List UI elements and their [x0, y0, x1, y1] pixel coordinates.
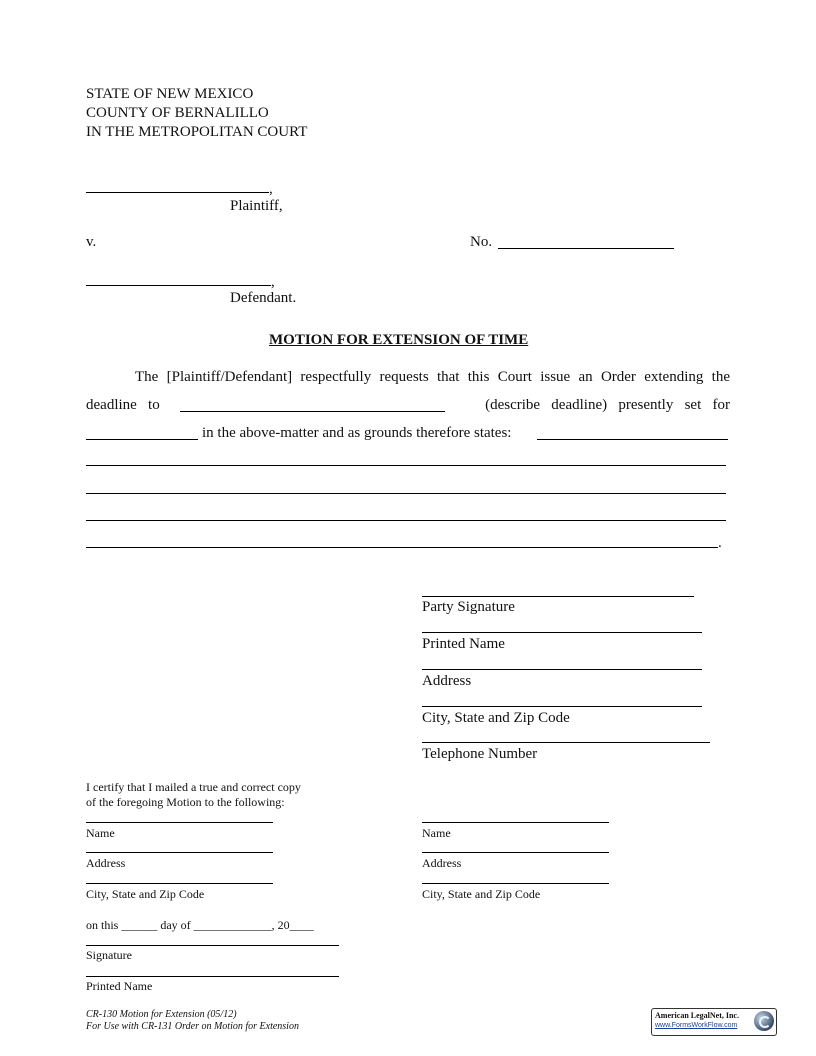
certificate-printed-name-label: Printed Name [86, 979, 153, 993]
recipient-2-city-label: City, State and Zip Code [422, 887, 541, 901]
recipient-1-city-field[interactable] [86, 883, 273, 884]
address-field[interactable] [422, 669, 702, 670]
court-name: IN THE METROPOLITAN COURT [86, 124, 308, 140]
defendant-comma: , [271, 274, 275, 290]
grounds-period: . [718, 535, 722, 551]
vendor-logo [651, 1008, 777, 1036]
above-matter-label: in the above-matter and as grounds therefore states: [202, 425, 512, 441]
recipient-1-name-field[interactable] [86, 822, 273, 823]
certificate-signature-label: Signature [86, 948, 132, 962]
recipient-1-name-label: Name [86, 826, 115, 840]
court-county: COUNTY OF BERNALILLO [86, 105, 269, 121]
recipient-2-city-field[interactable] [422, 883, 609, 884]
deadline-to-label: deadline to [86, 397, 160, 413]
address-label: Address [422, 673, 472, 689]
deadline-field[interactable] [180, 411, 445, 412]
case-number-label: No. [470, 234, 493, 250]
recipient-1-address-label: Address [86, 856, 126, 870]
certificate-line-1: I certify that I mailed a true and correct copy [86, 780, 301, 794]
printed-name-field[interactable] [422, 632, 702, 633]
certificate-signature-field[interactable] [86, 945, 339, 946]
telephone-label: Telephone Number [422, 746, 538, 762]
city-state-zip-label: City, State and Zip Code [422, 710, 570, 726]
versus-label: v. [86, 234, 97, 250]
mailing-date-line[interactable]: on this ______ day of _____________, 20____ [86, 918, 314, 932]
certificate-line-2: of the foregoing Motion to the following: [86, 795, 285, 809]
form-id: CR-130 Motion for Extension (05/12) [86, 1009, 237, 1020]
recipient-2-name-field[interactable] [422, 822, 609, 823]
motion-title: MOTION FOR EXTENSION OF TIME [269, 332, 529, 348]
grounds-line-4[interactable] [86, 520, 726, 521]
plaintiff-label: Plaintiff, [230, 198, 283, 214]
grounds-line-5[interactable] [86, 547, 718, 548]
telephone-field[interactable] [422, 742, 710, 743]
party-signature-field[interactable] [422, 596, 694, 597]
defendant-name-field[interactable] [86, 285, 271, 286]
case-number-field[interactable] [498, 248, 674, 249]
recipient-1-city-label: City, State and Zip Code [86, 887, 205, 901]
recipient-2-name-label: Name [422, 826, 451, 840]
body-line-1: The [Plaintiff/Defendant] respectfully requests that this Court issue an Order extending the [135, 369, 730, 385]
plaintiff-comma: , [269, 181, 273, 197]
vendor-url-link[interactable]: www.FormsWorkFlow.com [655, 1022, 738, 1029]
recipient-2-address-field[interactable] [422, 852, 609, 853]
grounds-line-1[interactable] [537, 439, 728, 440]
describe-deadline-label: (describe deadline) presently set for [485, 397, 730, 413]
grounds-line-2[interactable] [86, 465, 726, 466]
city-state-zip-field[interactable] [422, 706, 702, 707]
printed-name-label: Printed Name [422, 636, 505, 652]
court-state: STATE OF NEW MEXICO [86, 86, 254, 102]
certificate-printed-name-field[interactable] [86, 976, 339, 977]
recipient-1-address-field[interactable] [86, 852, 273, 853]
party-signature-label: Party Signature [422, 599, 515, 615]
grounds-line-3[interactable] [86, 493, 726, 494]
recipient-2-address-label: Address [422, 856, 462, 870]
plaintiff-name-field[interactable] [86, 192, 269, 193]
companion-form-note: For Use with CR-131 Order on Motion for Extension [86, 1021, 299, 1032]
globe-icon [754, 1011, 774, 1031]
set-for-field[interactable] [86, 439, 198, 440]
defendant-label: Defendant. [230, 290, 297, 306]
vendor-name: American LegalNet, Inc. [655, 1011, 739, 1020]
